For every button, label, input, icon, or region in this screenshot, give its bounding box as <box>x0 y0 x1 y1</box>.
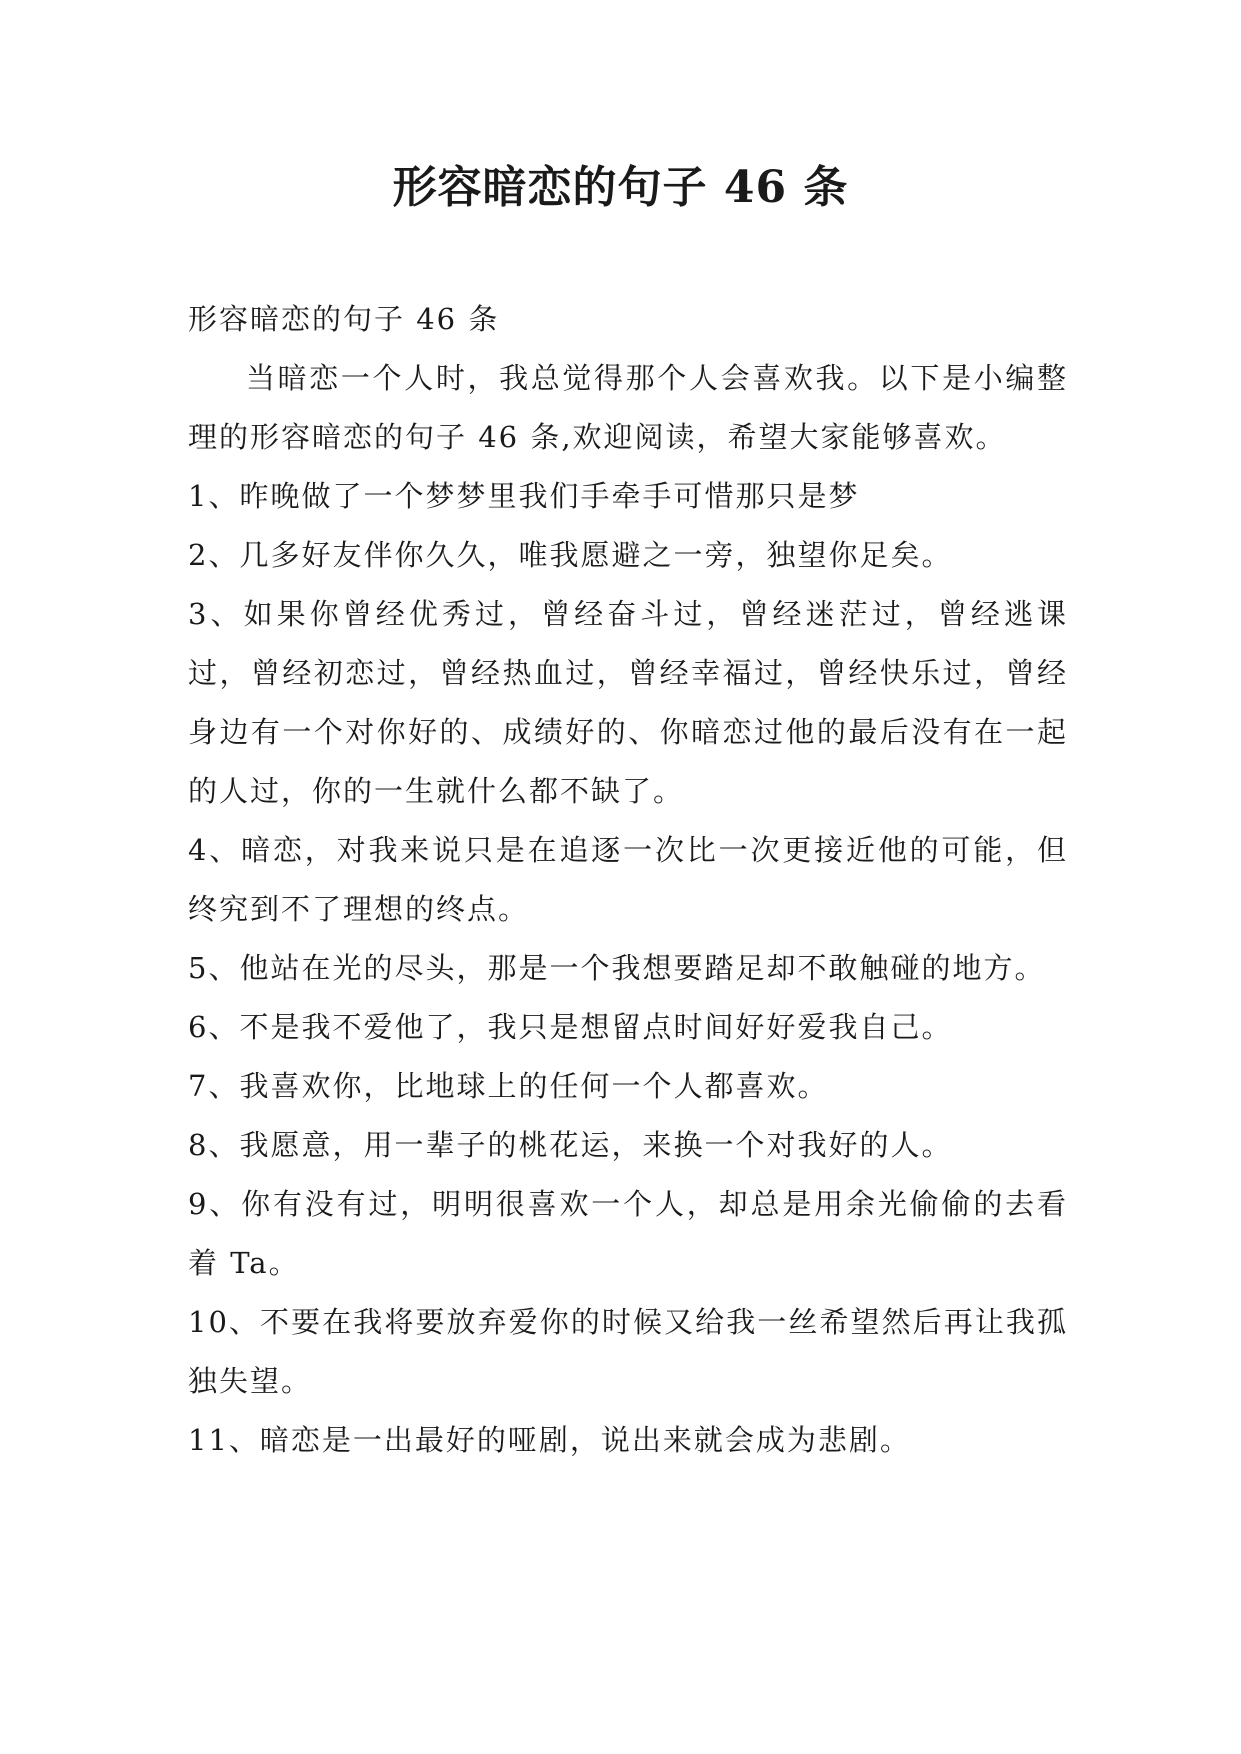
list-item-7: 7、我喜欢你，比地球上的任何一个人都喜欢。 <box>188 1069 829 1103</box>
list-item-2: 2、几多好友伴你久久，唯我愿避之一旁，独望你足矣。 <box>188 538 953 572</box>
list-item-4: 4、暗恋，对我来说只是在追逐一次比一次更接近他的可能，但终究到不了理想的终点。 <box>188 833 1068 926</box>
list-item-9: 9、你有没有过，明明很喜欢一个人，却总是用余光偷偷的去看着 Ta。 <box>188 1187 1068 1280</box>
document-subtitle: 形容暗恋的句子 46 条 <box>188 302 500 336</box>
list-item-8: 8、我愿意，用一辈子的桃花运，来换一个对我好的人。 <box>188 1128 953 1162</box>
list-item-11: 11、暗恋是一出最好的哑剧，说出来就会成为悲剧。 <box>188 1423 911 1457</box>
list-item-1: 1、昨晚做了一个梦梦里我们手牵手可惜那只是梦 <box>188 479 860 513</box>
intro-paragraph: 当暗恋一个人时，我总觉得那个人会喜欢我。以下是小编整理的形容暗恋的句子 46 条,欢迎阅读，希望大家能够喜欢。 <box>188 361 1068 454</box>
list-item-3: 3、如果你曾经优秀过，曾经奋斗过，曾经迷茫过，曾经逃课过，曾经初恋过，曾经热血过，曾经幸福过，曾经快乐过，曾经身边有一个对你好的、成绩好的、你暗恋过他的最后没有在一起的人过，你的一生就什么都不缺了。 <box>188 597 1068 808</box>
list-item-6: 6、不是我不爱他了，我只是想留点时间好好爱我自己。 <box>188 1010 953 1044</box>
list-item-10: 10、不要在我将要放弃爱你的时候又给我一丝希望然后再让我孤独失望。 <box>188 1305 1068 1398</box>
document-title: 形容暗恋的句子 46 条 <box>392 162 849 213</box>
document-body <box>188 290 1068 1470</box>
list-item-5: 5、他站在光的尽头，那是一个我想要踏足却不敢触碰的地方。 <box>188 951 1046 985</box>
